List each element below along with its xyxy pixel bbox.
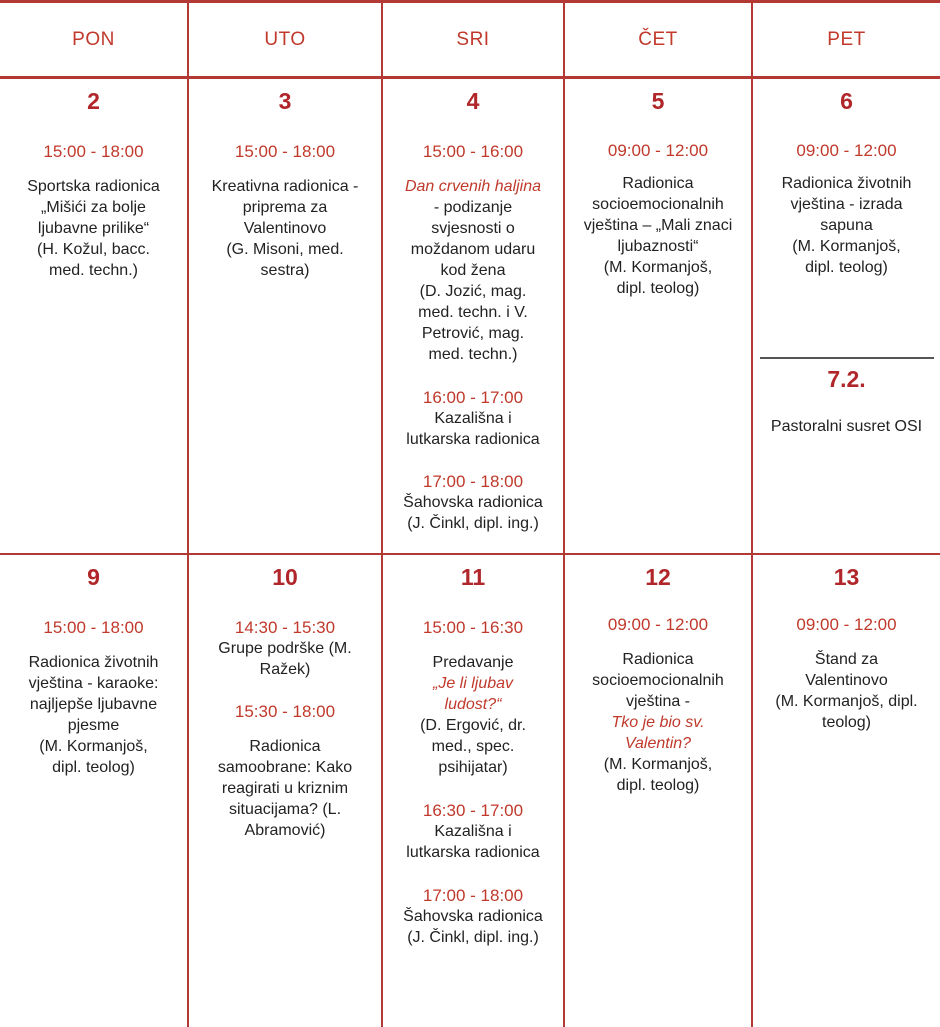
day-number: 3 (278, 88, 292, 114)
text-line: moždanom udaru (410, 241, 536, 258)
header-divider (0, 76, 940, 79)
text-line: Petrović, mag. (421, 325, 525, 342)
text-line: „Mišići za bolje (41, 199, 146, 216)
text-line: ljubaznosti“ (617, 238, 699, 255)
text-line: Pastoralni susret OSI (770, 418, 923, 435)
text-line: teolog) (822, 714, 871, 731)
text-line: - podizanje (433, 199, 513, 216)
day-cell-mon-9 (0, 562, 187, 778)
text-line: Abramović) (244, 822, 326, 839)
text-line: reagirati u kriznim (221, 780, 349, 797)
text-line: lutkarska radionica (406, 431, 540, 448)
text-line: dipl. teolog) (805, 259, 888, 276)
text-line: Valentinovo (243, 220, 327, 237)
text-line: Valentinovo (805, 672, 888, 689)
text-line: Grupe podrške (M. (218, 640, 352, 657)
text-line: samoobrane: Kako (217, 759, 353, 776)
text-line: Sportska radionica (27, 178, 160, 195)
text-line: Predavanje (432, 654, 514, 671)
event-description (755, 173, 938, 278)
event-description (385, 492, 561, 534)
text-line: ljubavne prilike“ (37, 220, 150, 237)
day-cell-wed-4 (383, 86, 563, 534)
text-line: med. techn. i V. (418, 304, 528, 321)
text-line: (M. Kormanjoš, dipl. (775, 693, 918, 710)
event-description (755, 416, 938, 437)
text-line: med., spec. (431, 738, 515, 755)
text-line: med. techn.) (49, 262, 138, 279)
event-time: 09:00 - 12:00 (607, 141, 709, 160)
event-description (385, 652, 561, 778)
text-line: Radionica (622, 175, 694, 192)
event-description (567, 173, 749, 299)
event-time: 15:00 - 18:00 (234, 142, 336, 161)
week-divider (0, 553, 940, 555)
text-line: (D. Jozić, mag. (419, 283, 527, 300)
header-fri: PET (827, 29, 866, 50)
text-line: vještina - izrada (790, 196, 903, 213)
text-line: Radionica (249, 738, 321, 755)
event-time: 17:00 - 18:00 (422, 472, 524, 491)
text-line: pjesme (67, 717, 120, 734)
day-number: 12 (645, 564, 671, 590)
text-line: socioemocionalnih (592, 672, 724, 689)
event-time: 15:30 - 18:00 (234, 702, 336, 721)
event-highlight: „Je li ljubav (432, 675, 514, 692)
text-line: (M. Kormanjoš, (603, 259, 713, 276)
event-description (385, 906, 561, 948)
text-line: (J. Činkl, dipl. ing.) (407, 929, 539, 946)
event-description (195, 736, 375, 841)
text-line: dipl. teolog) (52, 759, 135, 776)
text-line: Štand za (814, 651, 879, 668)
text-line: psihijatar) (438, 759, 508, 776)
event-description (385, 821, 561, 863)
event-description (6, 652, 181, 778)
day-cell-fri-7 (753, 364, 940, 437)
event-description (195, 176, 375, 281)
text-line: svjesnosti o (431, 220, 515, 237)
text-line: Radionica životnih (781, 175, 912, 192)
text-line: Šahovska radionica (403, 494, 543, 511)
header-mon: PON (72, 29, 115, 50)
day-number: 11 (460, 564, 486, 590)
text-line: Ražek) (259, 661, 311, 678)
text-line: situacijama? (L. (228, 801, 342, 818)
text-line: sapuna (820, 217, 873, 234)
text-line: Radionica životnih (28, 654, 159, 671)
event-highlight: ludost?“ (444, 696, 502, 713)
day-number: 4 (466, 88, 480, 114)
event-time: 14:30 - 15:30 (234, 618, 336, 637)
day-number: 7.2. (827, 366, 866, 392)
event-description (195, 638, 375, 680)
day-number: 5 (651, 88, 665, 114)
header-thu: ČET (638, 29, 678, 50)
day-cell-wed-11 (383, 562, 563, 948)
day-cell-thu-5 (565, 86, 751, 299)
text-line: dipl. teolog) (616, 777, 700, 794)
text-line: socioemocionalnih (592, 196, 724, 213)
text-line: Kazališna i (434, 410, 512, 427)
text-line: lutkarska radionica (406, 844, 540, 861)
day-number: 6 (840, 88, 853, 114)
text-line: vještina - (625, 693, 691, 710)
event-time: 09:00 - 12:00 (796, 615, 897, 634)
day-number: 2 (87, 88, 100, 114)
text-line: vještina – „Mali znaci (583, 217, 733, 234)
day-number: 13 (833, 564, 860, 590)
event-time: 09:00 - 12:00 (607, 615, 709, 634)
day-number: 10 (272, 564, 298, 590)
event-time: 15:00 - 18:00 (43, 142, 144, 161)
event-time: 15:00 - 18:00 (43, 618, 144, 637)
event-description (755, 649, 938, 733)
event-highlight: Dan crvenih haljina (404, 178, 542, 195)
header-tue: UTO (264, 29, 306, 50)
text-line: sestra) (260, 262, 310, 279)
text-line: (D. Ergović, dr. (420, 717, 526, 734)
text-line: med. techn.) (428, 346, 518, 363)
text-line: priprema za (242, 199, 328, 216)
event-time: 15:00 - 16:00 (422, 142, 524, 161)
day-cell-mon-2 (0, 86, 187, 281)
text-line: dipl. teolog) (616, 280, 700, 297)
text-line: Šahovska radionica (403, 908, 543, 925)
event-description (385, 408, 561, 450)
event-highlight: Tko je bio sv. (611, 714, 705, 731)
day-cell-tue-3 (189, 86, 381, 281)
header-wed: SRI (456, 29, 490, 50)
text-line: Kreativna radionica - (211, 178, 359, 195)
text-line: (H. Kožul, bacc. (37, 241, 150, 258)
event-time: 15:00 - 16:30 (422, 618, 524, 637)
event-time: 16:30 - 17:00 (422, 801, 524, 820)
text-line: Radionica (622, 651, 694, 668)
event-description (385, 176, 561, 365)
event-time: 09:00 - 12:00 (796, 141, 897, 160)
day-number: 9 (87, 564, 100, 590)
text-line: (G. Misoni, med. (226, 241, 344, 258)
text-line: kod žena (440, 262, 506, 279)
text-line: vještina - karaoke: (28, 675, 159, 692)
event-highlight: Valentin? (624, 735, 692, 752)
text-line: (J. Činkl, dipl. ing.) (407, 515, 539, 532)
day-separator (760, 357, 934, 359)
event-time: 16:00 - 17:00 (422, 388, 524, 407)
event-description (567, 649, 749, 796)
text-line: Kazališna i (434, 823, 512, 840)
day-cell-fri-13 (753, 562, 940, 733)
day-cell-fri-6 (753, 86, 940, 278)
text-line: (M. Kormanjoš, (603, 756, 713, 773)
text-line: najljepše ljubavne (29, 696, 158, 713)
event-description (6, 176, 181, 281)
text-line: (M. Kormanjoš, (39, 738, 148, 755)
day-cell-tue-10 (189, 562, 381, 841)
text-line: (M. Kormanjoš, (792, 238, 901, 255)
day-cell-thu-12 (565, 562, 751, 796)
event-time: 17:00 - 18:00 (422, 886, 524, 905)
